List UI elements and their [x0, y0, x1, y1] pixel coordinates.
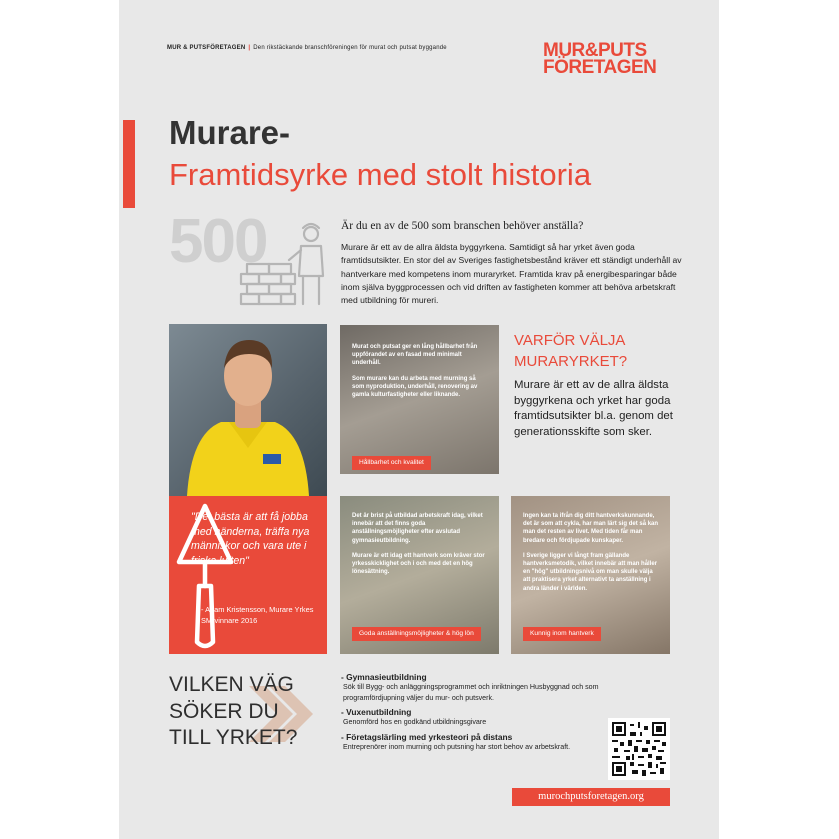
tile-paragraph: I Sverige ligger vi långt fram gällande hantverksmetodik, vilket innebär att man håller en "hög" utbildningsnivå om man skulle välja att praktisera yrket alternativt ta anställning i andra länder i världen. — [523, 552, 658, 592]
path-item — [341, 732, 641, 753]
path-item — [341, 707, 641, 728]
info-tile-craft — [511, 496, 670, 654]
why-body: Murare är ett av de allra äldsta byggyrkena och yrket har goda framtidsutsikter bl.a. genom det generationsskifte som sker. — [514, 379, 673, 438]
tile-paragraph: Murare är ett idag ett hantverk som kräver stor yrkesskicklighet och i och med det en hög lönesättning. — [352, 552, 485, 576]
path-title: - Företagslärling med yrkesteori på distans — [341, 731, 513, 742]
poster — [119, 0, 719, 839]
portrait-illustration — [169, 324, 327, 496]
intro-heading: Är du en av de 500 som branschen behöver anställa? — [341, 220, 584, 232]
org-name: MUR & PUTSFÖRETAGEN — [167, 45, 246, 51]
intro-body: Murare är ett av de allra äldsta byggyrkena. Samtidigt så har yrket även goda framtidsutsikter. En stor del av Sveriges fastighetsbestånd kräver ett ständigt underhåll av hantverkare med kompetens inom muraryrket. Framtida krav på energibesparingar både inom själva byggprocessen och vid driften av fastigheten kommer att behöva arbetskraft med utbildning för mureri. — [341, 242, 682, 306]
title-accent-bar — [123, 120, 135, 208]
path-item — [341, 672, 641, 703]
employment-salary-button[interactable]: Goda anställningsmöjligheter & hög lön — [352, 627, 481, 641]
path-title: - Vuxenutbildning — [341, 707, 412, 718]
path-text: Sök till Bygg- och anläggningsprogrammet och inriktningen Husbyggnad och som programfördjupning väljer du mur- och putsverk. — [343, 683, 599, 702]
header-separator: | — [248, 45, 251, 51]
page-subtitle: Framtidsyrke med stolt historia — [169, 157, 592, 192]
logo-line-2: FÖRETAGEN — [543, 57, 657, 78]
tile-paragraph: Murat och putsat ger en lång hållbarhet från uppförandet av en fasad med minimalt underhåll. — [352, 344, 478, 367]
path-text: Entreprenörer inom murning och putsning har stort behov av arbetskraft. — [343, 742, 571, 751]
header-tagline: Den rikstäckande branschföreningen för murat och putsat byggande — [253, 45, 447, 51]
tile-paragraph: Ingen kan ta ifrån dig ditt hantverkskunnande, det är som att cykla, har man lärt sig det så kan man det resten av livet. Med tiden får man bredare och fördjupade kunskaper. — [523, 513, 659, 544]
portrait-photo — [169, 324, 327, 496]
tile-paragraph: Som murare kan du arbeta med murning så som nyproduktion, underhåll, renovering av gamla kulturfastigheter eller liknande. — [352, 375, 478, 399]
durability-quality-button[interactable]: Hållbarhet och kvalitet — [352, 456, 431, 470]
big-number: 500 — [169, 207, 267, 276]
qr-code-graphic — [612, 722, 666, 776]
paths-heading: VILKEN VÄG SÖKER DU TILL YRKET? — [169, 673, 298, 749]
path-text: Genomförd hos en godkänd utbildningsgivare — [343, 718, 487, 727]
logo-line-1: MUR&PUTS — [543, 40, 647, 61]
craft-skill-button[interactable]: Kunnig inom hantverk — [523, 627, 601, 641]
path-title: - Gymnasieutbildning — [341, 672, 427, 682]
logo — [543, 42, 661, 76]
tile-paragraph: Det är brist på utbildad arbetskraft idag, vilket innebär att det finns goda anställningsmöjligheter efter avslutad gymnasieutbildning. — [352, 513, 483, 544]
info-tile-durability — [340, 325, 499, 474]
info-tile-employment — [340, 496, 499, 654]
quote-text: "Det bästa är att få jobba med händerna, träffa nya människor och vara ute i friska luften" — [191, 511, 310, 568]
header-org — [167, 45, 447, 51]
quote-author: - Adam Kristensson, Murare Yrkes SM-vinnare 2016 — [201, 605, 314, 625]
qr-code-icon[interactable] — [608, 718, 670, 780]
website-link[interactable]: murochputsforetagen.org — [512, 788, 670, 806]
paths-list — [341, 670, 641, 756]
why-heading: VARFÖR VÄLJA MURARYRKET? — [514, 332, 628, 370]
mason-with-brick-wall-icon — [239, 212, 331, 308]
page-title: Murare- — [169, 114, 291, 151]
